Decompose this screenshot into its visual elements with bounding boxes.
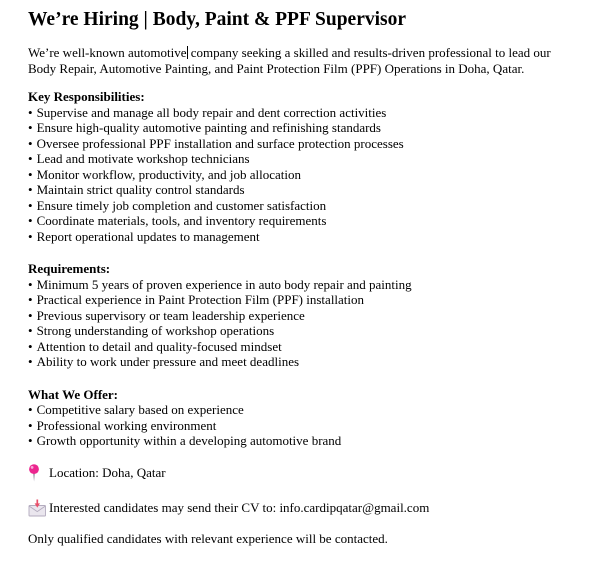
bullet-item (28, 323, 570, 339)
bullet-marker: • (28, 120, 33, 135)
bullet-text: Growth opportunity within a developing automotive brand (36, 433, 342, 448)
bullet-marker: • (28, 276, 33, 292)
bullet-marker: • (28, 197, 33, 213)
bullet-item (28, 354, 570, 370)
bullet-marker: • (28, 307, 33, 323)
bullet-item (28, 182, 570, 198)
bullet-text: Minimum 5 years of proven experience in auto body repair and painting (36, 276, 412, 292)
section-key-responsibilities (28, 89, 570, 244)
bullet-marker: • (28, 166, 33, 182)
bullet-text: Monitor workflow, productivity, and job allocation (36, 166, 301, 182)
bullet-marker: • (28, 417, 33, 433)
bullet-text: Professional working environment (36, 417, 217, 433)
bullet-item (28, 213, 570, 229)
section-heading-requirements: Requirements: (28, 261, 111, 276)
page-title: We’re Hiring | Body, Paint & PPF Supervisor (28, 9, 407, 30)
section-heading-responsibilities: Key Responsibilities: (28, 89, 145, 104)
bullet-text: Ensure high-quality automotive painting and refinishing standards (36, 120, 381, 135)
bullet-text: Coordinate materials, tools, and inventory requirements (36, 213, 327, 228)
bullet-text: Competitive salary based on experience (36, 402, 244, 417)
location-pin-icon (28, 464, 49, 482)
location-line (28, 464, 570, 482)
intro-text-after-cursor: company seeking a skilled and results-driven professional to lead our Body Repair, Automotive Painting, and Paint Protection Film (PPF) Operations in Doha, Qatar. (28, 45, 551, 76)
bullet-item (28, 433, 570, 449)
bullet-item (28, 198, 570, 214)
bullet-text: Report operational updates to management (36, 228, 260, 244)
bullet-item (28, 136, 570, 152)
bullet-item (28, 105, 570, 121)
bullet-text: Lead and motivate workshop technicians (36, 151, 250, 166)
section-requirements (28, 261, 570, 370)
bullet-item (28, 151, 570, 167)
location-text: Location: Doha, Qatar (49, 464, 166, 480)
intro-paragraph (28, 45, 570, 76)
contact-text: Interested candidates may send their CV to: info.cardipqatar@gmail.com (49, 499, 430, 515)
bullet-text: Ability to work under pressure and meet deadlines (36, 354, 300, 369)
bullet-marker: • (28, 228, 33, 244)
bullet-item (28, 339, 570, 355)
bullet-text: Supervise and manage all body repair and dent correction activities (36, 104, 387, 120)
bullet-marker: • (28, 182, 33, 197)
bullet-marker: • (28, 338, 33, 354)
contact-line (28, 499, 570, 517)
bullet-text: Attention to detail and quality-focused mindset (36, 338, 282, 354)
bullet-item (28, 418, 570, 434)
bullet-item (28, 120, 570, 136)
bullet-marker: • (28, 433, 33, 448)
bullet-text: Maintain strict quality control standards (36, 182, 245, 197)
incoming-envelope-icon (28, 499, 49, 517)
bullet-item (28, 402, 570, 418)
section-heading-offer: What We Offer: (28, 386, 119, 402)
bullet-marker: • (28, 213, 33, 228)
bullet-item (28, 167, 570, 183)
bullet-item (28, 292, 570, 308)
bullet-text: Practical experience in Paint Protection Film (PPF) installation (36, 292, 365, 307)
bullet-text: Ensure timely job completion and customer satisfaction (36, 197, 327, 213)
bullet-item (28, 277, 570, 293)
bullet-marker: • (28, 104, 33, 120)
bullet-text: Strong understanding of workshop operations (36, 323, 275, 338)
bullet-marker: • (28, 402, 33, 417)
bullet-item (28, 308, 570, 324)
intro-text-before-cursor: We’re well-known automotive (28, 45, 187, 60)
bullet-marker: • (28, 151, 33, 166)
bullet-item (28, 229, 570, 245)
bullet-marker: • (28, 323, 33, 338)
bullet-marker: • (28, 135, 33, 151)
bullet-marker: • (28, 354, 33, 369)
bullet-text: Previous supervisory or team leadership experience (36, 307, 305, 323)
bullet-marker: • (28, 292, 33, 307)
closing-note: Only qualified candidates with relevant experience will be contacted. (28, 530, 388, 546)
section-what-we-offer (28, 387, 570, 449)
bullet-text: Oversee professional PPF installation and surface protection processes (36, 135, 404, 151)
